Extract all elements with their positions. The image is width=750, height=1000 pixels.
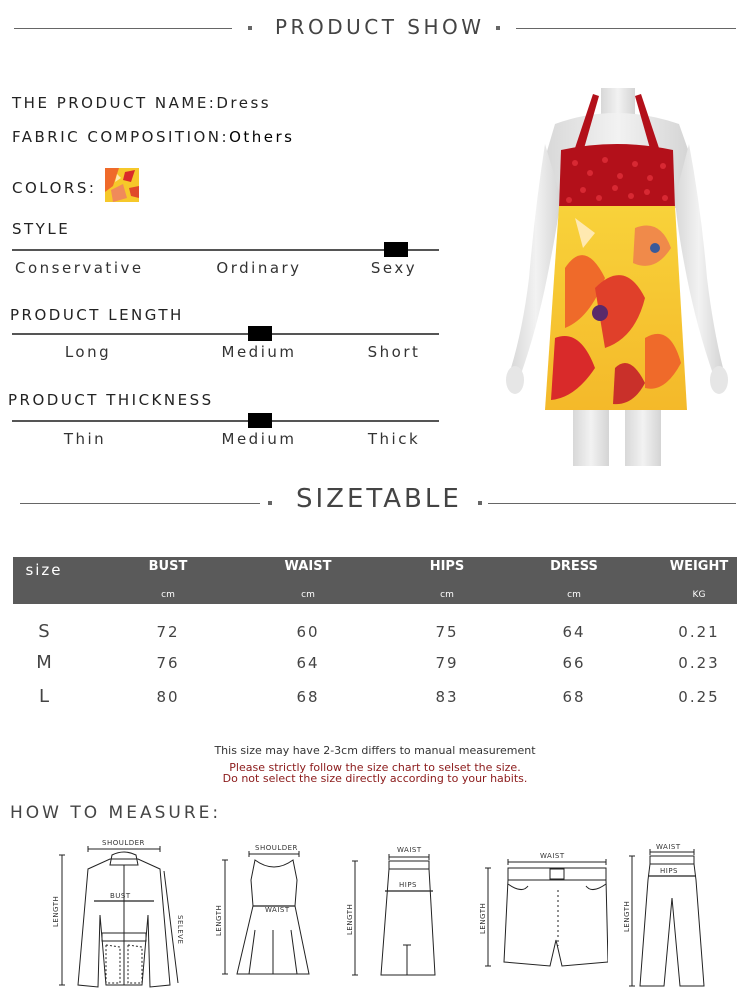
label-shoulder: SHOULDER	[255, 844, 298, 852]
length-option-long: Long	[64, 343, 112, 361]
product-show-title: PRODUCT SHOW	[275, 15, 485, 39]
cell-dress: 68	[562, 688, 586, 706]
divider-left	[20, 503, 260, 504]
divider-dot	[268, 501, 272, 505]
style-marker	[384, 242, 408, 257]
cell-waist: 64	[296, 654, 320, 672]
product-name-value: Dress	[216, 94, 272, 112]
product-name	[12, 94, 271, 112]
label-hips: HIPS	[660, 867, 678, 875]
cell-weight: 0.23	[678, 654, 720, 672]
how-to-measure-title: HOW TO MEASURE:	[10, 803, 222, 823]
divider-right	[516, 28, 736, 29]
unit-dress: cm	[567, 590, 581, 600]
sizetable-title: SIZETABLE	[296, 484, 462, 514]
cell-hips: 79	[435, 654, 459, 672]
divider-dot	[248, 26, 252, 30]
unit-bust: cm	[161, 590, 175, 600]
cell-bust: 80	[156, 688, 180, 706]
jacket-measure-diagram	[50, 835, 195, 995]
fabric-composition	[12, 128, 294, 146]
unit-weight: KG	[692, 590, 706, 600]
cell-size: M	[36, 652, 54, 673]
colors-label: COLORS:	[12, 179, 97, 197]
header-dress: DRESS	[550, 559, 598, 574]
label-hips: HIPS	[399, 881, 417, 889]
style-scale-line	[12, 249, 439, 251]
skirt-measure-diagram	[345, 845, 440, 985]
cell-waist: 68	[296, 688, 320, 706]
label-length: LENGTH	[215, 904, 223, 936]
label-sleeve: SELEVE	[176, 915, 184, 945]
cell-waist: 60	[296, 623, 320, 641]
thickness-option-thin: Thin	[63, 430, 107, 448]
label-waist: WAIST	[265, 906, 290, 914]
warning-note-1: Please strictly follow the size chart to selset the size.	[229, 761, 521, 774]
label-waist: WAIST	[397, 846, 422, 854]
divider-dot	[496, 26, 500, 30]
length-title: PRODUCT LENGTH	[10, 306, 184, 324]
thickness-title: PRODUCT THICKNESS	[8, 391, 214, 409]
warning-note-2: Do not select the size directly according to your habits.	[222, 772, 528, 785]
divider-dot	[478, 501, 482, 505]
style-option-ordinary: Ordinary	[216, 259, 302, 277]
divider-left	[14, 28, 232, 29]
length-scale-line	[12, 333, 439, 335]
thickness-option-thick: Thick	[367, 430, 421, 448]
cell-hips: 75	[435, 623, 459, 641]
cell-weight: 0.25	[678, 688, 720, 706]
label-length: LENGTH	[346, 903, 354, 935]
label-length: LENGTH	[52, 895, 60, 927]
fabric-value: Others	[229, 128, 295, 146]
divider-right	[488, 503, 736, 504]
header-waist: WAIST	[284, 559, 332, 574]
header-weight: WEIGHT	[669, 559, 729, 574]
shorts-measure-diagram	[478, 850, 608, 980]
thickness-option-medium: Medium	[221, 430, 297, 448]
style-option-sexy: Sexy	[370, 259, 418, 277]
label-shoulder: SHOULDER	[102, 839, 145, 847]
cell-hips: 83	[435, 688, 459, 706]
fabric-label: FABRIC COMPOSITION:	[12, 128, 230, 146]
cell-bust: 76	[156, 654, 180, 672]
header-size: size	[25, 561, 63, 579]
cell-size: S	[38, 621, 52, 642]
measurement-note: This size may have 2-3cm differs to manual measurement	[214, 744, 536, 757]
label-waist: WAIST	[656, 843, 681, 851]
style-option-conservative: Conservative	[15, 259, 144, 277]
label-length: LENGTH	[623, 900, 631, 932]
header-hips: HIPS	[429, 559, 465, 574]
label-bust: BUST	[110, 892, 131, 900]
label-waist: WAIST	[540, 852, 565, 860]
thickness-marker	[248, 413, 272, 428]
product-image[interactable]	[495, 88, 735, 466]
color-swatch[interactable]	[105, 168, 139, 202]
dress-measure-diagram	[215, 840, 315, 985]
cell-dress: 66	[562, 654, 586, 672]
cell-weight: 0.21	[678, 623, 720, 641]
cell-dress: 64	[562, 623, 586, 641]
thickness-scale-line	[12, 420, 439, 422]
label-length: LENGTH	[479, 902, 487, 934]
length-marker	[248, 326, 272, 341]
length-option-medium: Medium	[221, 343, 297, 361]
cell-size: L	[38, 686, 52, 707]
header-bust: BUST	[148, 559, 188, 574]
style-title: STYLE	[12, 220, 71, 238]
product-name-label: THE PRODUCT NAME:	[12, 94, 217, 112]
cell-bust: 72	[156, 623, 180, 641]
unit-waist: cm	[301, 590, 315, 600]
trousers-measure-diagram	[622, 840, 717, 990]
unit-hips: cm	[440, 590, 454, 600]
length-option-short: Short	[367, 343, 421, 361]
